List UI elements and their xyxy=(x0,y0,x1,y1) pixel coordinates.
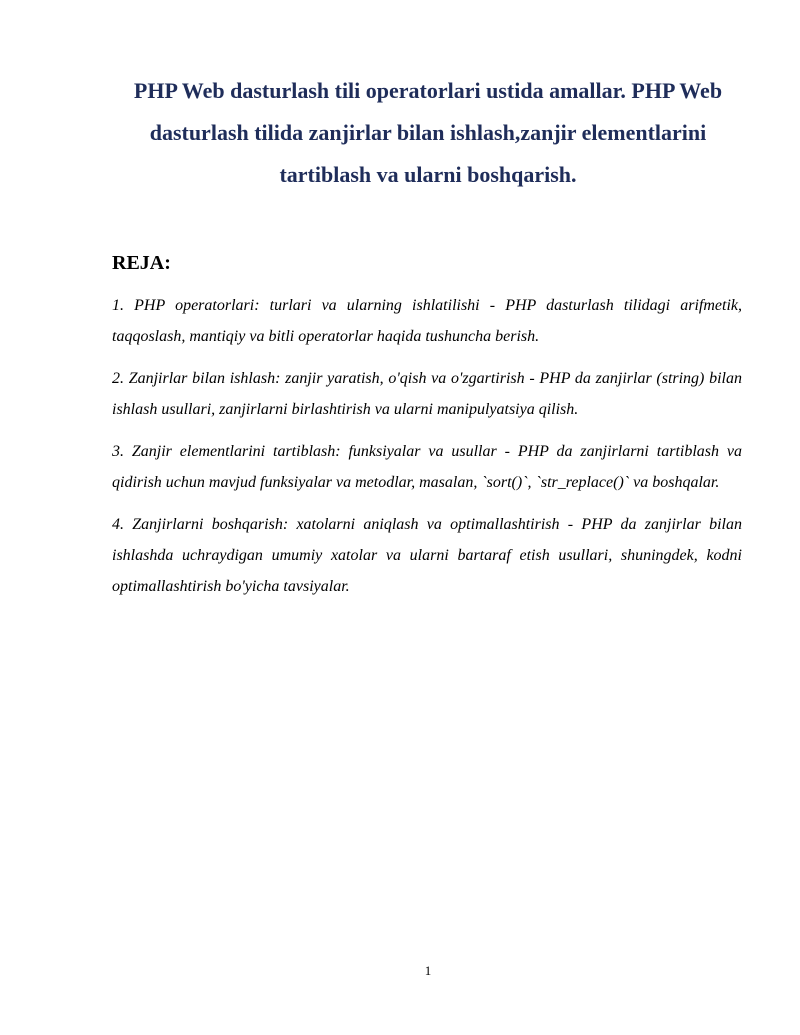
plan-item-1: 1. PHP operatorlari: turlari va ularning ishlatilishi - PHP dasturlash tilidagi arifmetik, taqqoslash, mantiqiy va bitli operatorlar haqida tushuncha berish. xyxy=(112,297,742,345)
plan-item-3: 3. Zanjir elementlarini tartiblash: funksiyalar va usullar - PHP da zanjirlarni tartiblash va qidirish uchun mavjud funksiyalar va metodlar, masalan, `sort()`, `str_replace()` va boshqalar. xyxy=(112,443,742,491)
document-title: PHP Web dasturlash tili operatorlari ustida amallar. PHP Web dasturlash tilida zanjirlar bilan ishlash,zanjir elementlarini tartiblash va ularni boshqarish. xyxy=(133,78,723,187)
plan-item-2: 2. Zanjirlar bilan ishlash: zanjir yaratish, o'qish va o'zgartirish - PHP da zanjirlar (string) bilan ishlash usullari, zanjirlarni birlashtirish va ularni manipulyatsiya qilish. xyxy=(112,370,742,418)
plan-heading: REJA: xyxy=(112,252,171,274)
plan-item-4: 4. Zanjirlarni boshqarish: xatolarni aniqlash va optimallashtirish - PHP da zanjirlar bilan ishlashda uchraydigan umumiy xatolar va ularni bartaraf etish usullari, shuningdek, kodni optimallashtirish bo'yicha tavsiyalar. xyxy=(112,516,742,595)
plan-list xyxy=(112,290,742,613)
page-number: 1 xyxy=(424,963,432,978)
